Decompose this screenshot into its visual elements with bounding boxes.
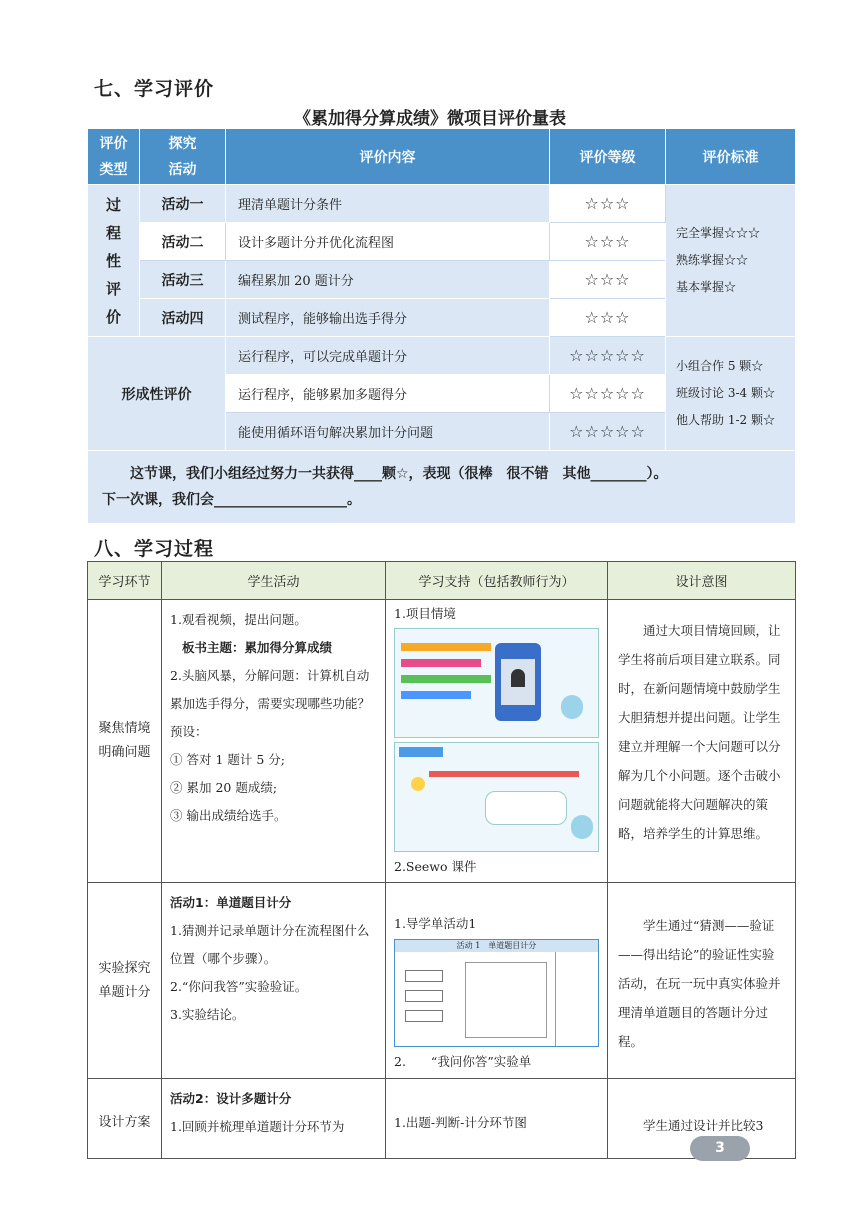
header-stage: 学习环节 (88, 562, 162, 600)
learning-support: 1.出题-判断-计分环节图 (386, 1079, 608, 1159)
project-scene-screenshot (394, 628, 599, 738)
section-7-title: 七、学习评价 (94, 78, 215, 100)
header-intent: 设计意图 (608, 562, 796, 600)
star-rating: ☆☆☆ (550, 261, 666, 299)
learning-process-table (87, 561, 796, 1159)
student-activity: 活动2：设计多题计分 1.回顾并梳理单道题计分环节为 (162, 1079, 386, 1159)
eval-table-caption: 《累加得分算成绩》微项目评价量表 (294, 109, 566, 129)
header-content: 评价内容 (226, 129, 550, 185)
eval-summary: 这节课，我们小组经过努力一共获得____颗☆，表现（很棒 很不错 其他________）。 下一次课，我们会___________________。 (88, 451, 796, 524)
eval-content: 运行程序，可以完成单题计分 (226, 337, 550, 375)
eval-content: 测试程序，能够输出选手得分 (226, 299, 550, 337)
activity-label: 活动三 (140, 261, 226, 299)
eval-content: 编程累加 20 题计分 (226, 261, 550, 299)
design-intent: 通过大项目情境回顾，让学生将前后项目建立联系。同时，在新问题情境中鼓励学生大胆猜想并提出问题。让学生建立并理解一个大问题可以分解为几个小问题。逐个击破小问题就能将大问题解决的策略，培养学生的计算思维。 (608, 600, 796, 883)
activity-label: 活动二 (140, 223, 226, 261)
eval-content: 运行程序，能够累加多题得分 (226, 375, 550, 413)
student-activity: 1.观看视频，提出问题。 板书主题：累加得分算成绩 2.头脑风暴，分解问题：计算机自动累加选手得分，需要实现哪些功能？ 预设： ① 答对 1 题计 5 分; ② 累加 20 题成绩; ③ 输出成绩给选手。 (162, 600, 386, 883)
student-activity: 活动1：单道题目计分 1.猜测并记录单题计分在流程图什么位置（哪个步骤）。 2.“你问我答”实验验证。 3.实验结论。 (162, 883, 386, 1079)
stage-label: 聚焦情境 明确问题 (88, 600, 162, 883)
star-rating: ☆☆☆☆☆ (550, 375, 666, 413)
header-eval-type: 评价类型 (88, 129, 140, 185)
stage-label: 设计方案 (88, 1079, 162, 1159)
stage-label: 实验探究 单题计分 (88, 883, 162, 1079)
learning-support: 1.项目情境 2.Seewo 课件 (386, 600, 608, 883)
activity-label: 活动四 (140, 299, 226, 337)
header-level: 评价等级 (550, 129, 666, 185)
star-rating: ☆☆☆ (550, 299, 666, 337)
process-standard: 完全掌握☆☆☆ 熟练掌握☆☆ 基本掌握☆ (666, 185, 796, 337)
section-8-title: 八、学习过程 (94, 538, 215, 560)
star-rating: ☆☆☆☆☆ (550, 337, 666, 375)
formative-eval-label: 形成性评价 (88, 337, 226, 451)
worksheet-screenshot: 活动 1 单道题目计分 (394, 939, 599, 1047)
activity-label: 活动一 (140, 185, 226, 223)
seewo-slide-screenshot (394, 742, 599, 852)
formative-standard: 小组合作 5 颗☆ 班级讨论 3-4 颗☆ 他人帮助 1-2 颗☆ (666, 337, 796, 451)
design-intent: 学生通过设计并比较3 (608, 1079, 796, 1159)
page-number-badge: 3 (690, 1136, 750, 1161)
header-support: 学习支持（包括教师行为） (386, 562, 608, 600)
design-intent: 学生通过“猜测——验证——得出结论”的验证性实验活动，在玩一玩中真实体验并理清单道题目的答题计分过程。 (608, 883, 796, 1079)
eval-content: 理清单题计分条件 (226, 185, 550, 223)
star-rating: ☆☆☆ (550, 185, 666, 223)
eval-content: 设计多题计分并优化流程图 (226, 223, 550, 261)
star-rating: ☆☆☆☆☆ (550, 413, 666, 451)
star-rating: ☆☆☆ (550, 223, 666, 261)
header-activity: 探究活动 (140, 129, 226, 185)
evaluation-table (87, 128, 796, 524)
learning-support: 1.导学单活动1 活动 1 单道题目计分 2. “我问你答”实验单 (386, 883, 608, 1079)
eval-content: 能使用循环语句解决累加计分问题 (226, 413, 550, 451)
header-student-activity: 学生活动 (162, 562, 386, 600)
process-eval-label: 过程性评价 (88, 185, 140, 337)
header-standard: 评价标准 (666, 129, 796, 185)
